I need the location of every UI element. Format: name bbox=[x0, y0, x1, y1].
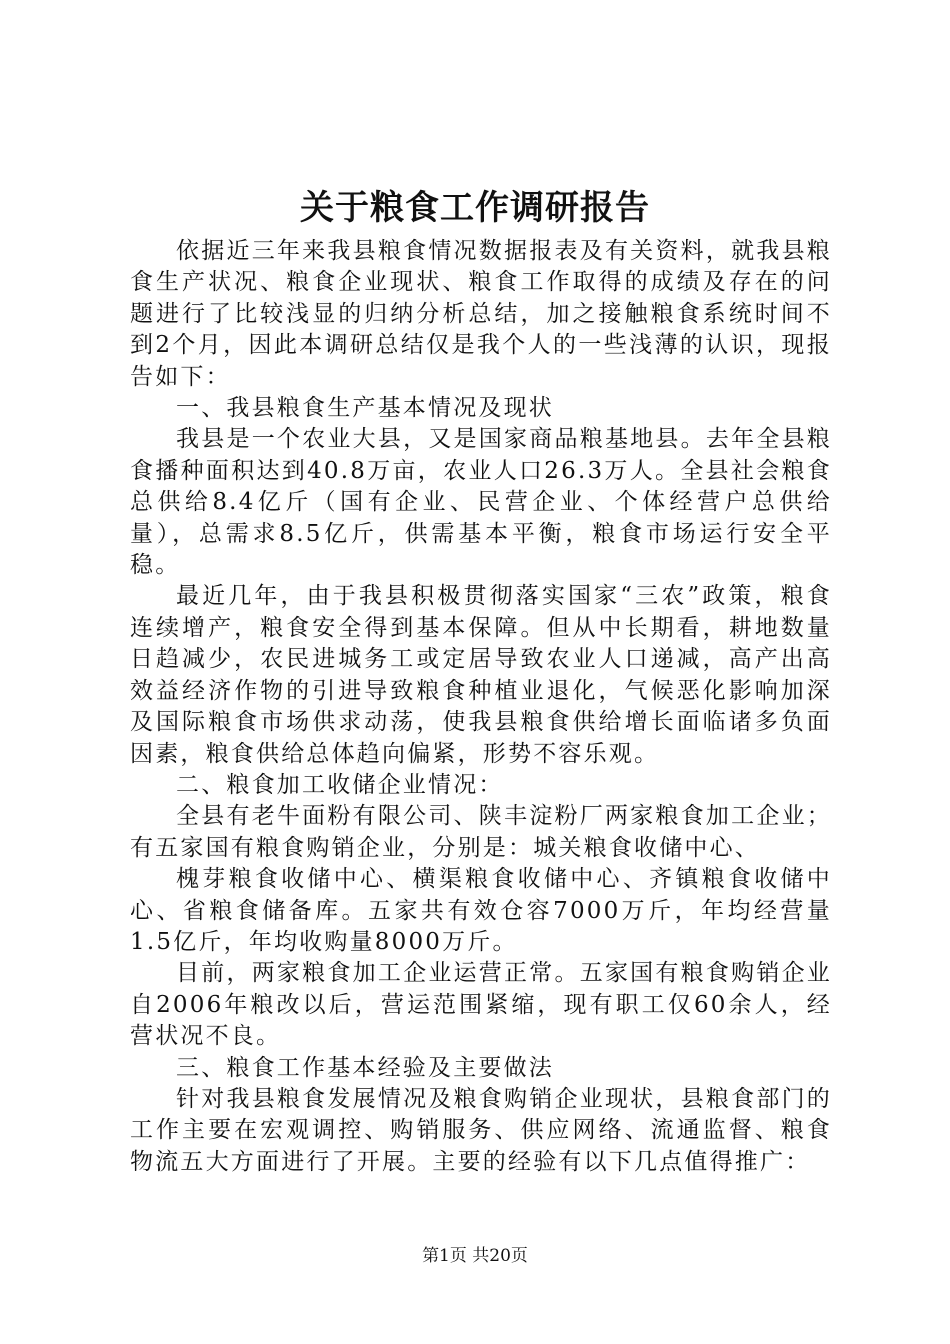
paragraph-county-overview: 我县是一个农业大县，又是国家商品粮基地县。去年全县粮食播种面积达到40.8万亩，农业人口26.3万人。全县社会粮食总供给8.4亿斤（国有企业、民营企业、个体经营户总供给量），总需求8.5亿斤，供需基本平衡，粮食市场运行安全平稳。 bbox=[130, 426, 832, 579]
section-heading-2: 二、粮食加工收储企业情况： bbox=[176, 771, 504, 798]
paragraph-current-status: 目前，两家粮食加工企业运营正常。五家国有粮食购销企业自2006年粮改以后，营运范围紧缩，现有职工仅60余人，经营状况不良。 bbox=[130, 960, 832, 1050]
document-body bbox=[130, 236, 832, 1178]
page-number-footer: 第1页 共20页 bbox=[422, 1246, 528, 1266]
paragraph-recent-years: 最近几年，由于我县积极贯彻落实国家“三农”政策，粮食连续增产，粮食安全得到基本保障。但从中长期看，耕地数量日趋减少，农民进城务工或定居导致农业人口递减，高产出高效益经济作物的引进导致粮食种植业退化，气候恶化影响加深及国际粮食市场供求动荡，使我县粮食供给增长面临诸多负面因素，粮食供给总体趋向偏紧，形势不容乐观。 bbox=[130, 583, 832, 767]
document-title: 关于粮食工作调研报告 bbox=[300, 188, 650, 228]
section-heading-3: 三、粮食工作基本经验及主要做法 bbox=[176, 1054, 554, 1081]
paragraph-intro: 依据近三年来我县粮食情况数据报表及有关资料，就我县粮食生产状况、粮食企业现状、粮食工作取得的成绩及存在的问题进行了比较浅显的归纳分析总结，加之接触粮食系统时间不到2个月，因此本调研总结仅是我个人的一些浅薄的认识，现报告如下： bbox=[130, 238, 832, 390]
paragraph-work-focus: 针对我县粮食发展情况及粮食购销企业现状，县粮食部门的工作主要在宏观调控、购销服务、供应网络、流通监督、粮食物流五大方面进行了开展。主要的经验有以下几点值得推广： bbox=[130, 1085, 832, 1175]
section-heading-1: 一、我县粮食生产基本情况及现状 bbox=[176, 395, 554, 422]
paragraph-storage-centers: 槐芽粮食收储中心、横渠粮食收储中心、齐镇粮食收储中心、省粮食储备库。五家共有效仓容7000万斤，年均经营量1.5亿斤，年均收购量8000万斤。 bbox=[130, 866, 832, 955]
paragraph-enterprises: 全县有老牛面粉有限公司、陕丰淀粉厂两家粮食加工企业；有五家国有粮食购销企业，分别是：城关粮食收储中心、 bbox=[130, 803, 832, 861]
